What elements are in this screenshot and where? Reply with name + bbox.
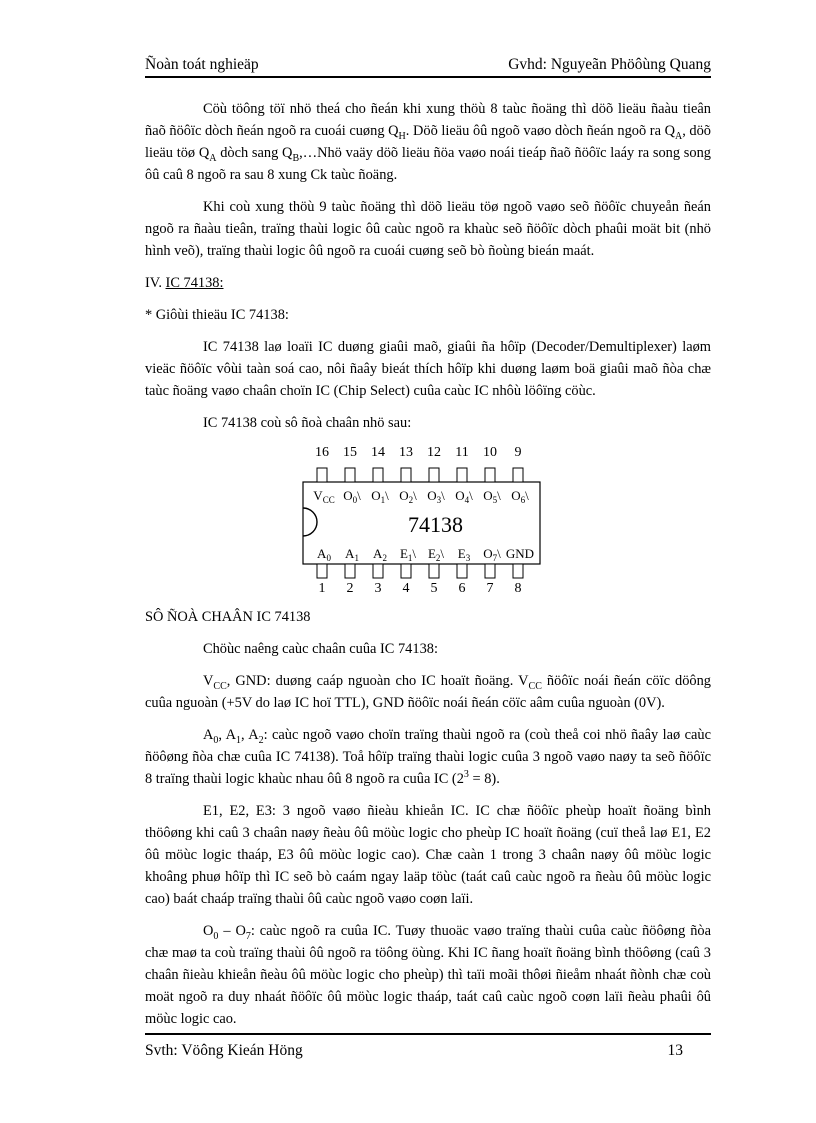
top-pin-number: 16 (315, 445, 329, 460)
top-pin-name: $O_3\backslash$ (427, 488, 445, 505)
bottom-pin-leg (429, 564, 439, 578)
bottom-pin-leg (401, 564, 411, 578)
header-left-title: Ñoàn toát nghieäp (145, 56, 259, 73)
bottom-pin-leg (373, 564, 383, 578)
pinout-diagram (145, 444, 711, 602)
bottom-pin-leg (345, 564, 355, 578)
top-pin-number: 9 (514, 445, 522, 460)
top-pin-leg (513, 468, 523, 482)
top-pin-leg (457, 468, 467, 482)
top-pin-name: $O_6\backslash$ (511, 488, 529, 505)
paragraph-pin-functions-lead: Chöùc naêng caùc chaân cuûa IC 74138: (203, 641, 438, 657)
top-pin-name: $O_5\backslash$ (483, 488, 501, 505)
paragraph-pinout-lead: IC 74138 coù sô ñoà chaân nhö sau: (203, 415, 412, 431)
top-pin-leg (429, 468, 439, 482)
bottom-pin-leg (457, 564, 467, 578)
section-heading: IV. IC 74138: (145, 275, 224, 291)
bottom-pin-number: 1 (318, 581, 326, 596)
header-right-advisor: Gvhd: Nguyeãn Phöôùng Quang (508, 56, 711, 73)
bottom-pin-name: GND (505, 546, 535, 561)
bottom-pin-number: 7 (486, 581, 494, 596)
bottom-pin-number: 5 (430, 581, 438, 596)
chip-part-label: 74138 (408, 512, 463, 537)
top-pin-name: $O_1\backslash$ (371, 488, 389, 505)
footer-rule (145, 1033, 711, 1035)
bottom-pin-number: 2 (346, 581, 354, 596)
paragraph-select-pins: $A_0$, $A_1$, $A_2$: caùc ngoõ vaøo choïn traïng thaùi ngoõ ra (coù theå coi nhö ñaây laø caùc ñöôøng ñòa chæ cuûa IC 74138). Toå hôïp traïng thaùi logic cuûa 3 ngoõ vaøo naøy ta seõ ñöôïc 8 traïng thaùi logic khaùc nhau ôû 8 ngoõ ra cuûa IC $(2^3 = 8)$. (145, 727, 711, 787)
bottom-pin-number: 4 (402, 581, 410, 596)
page-body (145, 98, 711, 1040)
bottom-pin-name: $A_0$ (317, 546, 331, 563)
bottom-pin-name: $A_1$ (345, 546, 359, 563)
top-pin-name: $O_4\backslash$ (455, 488, 473, 505)
paragraph-enable-pins: E1, E2, E3: 3 ngoõ vaøo ñieàu khieån IC. IC chæ ñöôïc pheùp hoaït ñoäng bình thöôøng khi caû 3 chaân naøy ñeàu ôû möùc logic cho pheùp IC hoaït ñoäng (cuï theå laø E1, E2 ôû möùc logic thaáp, E3 ôû möùc logic cao). Chæ caàn 1 trong 3 chaân naøy ôû möùc logic khoâng phuø hôïp thì IC seõ bò caám ngay laäp töùc (taát caû caùc ngoõ ra ñeàu ôû möùc logic cao) baát chaáp traïng thaùi ôû caùc ngoõ vaøo coøn laïi. (145, 803, 711, 907)
bottom-pin-name: $A_2$ (373, 546, 387, 563)
top-pin-name: $O_0\backslash$ (343, 488, 361, 505)
bottom-pin-number: 3 (374, 581, 382, 596)
top-pin-name: $O_2\backslash$ (399, 488, 417, 505)
bottom-pin-name: $E_2\backslash$ (427, 546, 445, 563)
top-pin-number: 15 (343, 445, 357, 460)
chip-notch (303, 508, 317, 536)
paragraph-power-pins: $V_{CC}$, GND: duøng caáp nguoàn cho IC hoaït ñoäng. $V_{CC}$ ñöôïc noái ñeán cöïc döông cuûa nguoàn (+5V do laø IC hoï TTL), GND ñöôïc noái ñeán cöïc aâm cuûa nguoàn (0V). (145, 673, 711, 711)
top-pin-number: 10 (483, 445, 497, 460)
diagram-caption: SÔ ÑOÀ CHAÂN IC 74138 (145, 609, 311, 625)
bottom-pin-name: $E_3$ (457, 546, 471, 563)
top-pin-name: $V_{CC}$ (313, 488, 335, 505)
top-pin-number: 12 (427, 445, 441, 460)
bottom-pin-number: 8 (514, 581, 522, 596)
bottom-pin-name: $O_7\backslash$ (483, 546, 501, 563)
intro-heading: * Giôùi thieäu IC 74138: (145, 307, 289, 323)
top-pin-leg (373, 468, 383, 482)
top-pin-number: 11 (455, 445, 469, 460)
bottom-pin-leg (317, 564, 327, 578)
page-number: 13 (667, 1042, 683, 1059)
footer-student: Svth: Vöông Kieán Höng (145, 1042, 303, 1059)
page-footer (145, 1042, 711, 1060)
top-pin-leg (485, 468, 495, 482)
top-pin-leg (317, 468, 327, 482)
top-pin-number: 14 (371, 445, 385, 460)
page-header (145, 48, 711, 74)
top-pin-leg (345, 468, 355, 482)
paragraph-ic-intro: IC 74138 laø loaïi IC duøng giaûi maõ, giaûi ña hôïp (Decoder/Demultiplexer) laøm vieäc ñöôïc vôùi taàn soá cao, nôi ñaây bieát thích hôïp khi duøng laøm boä giaûi maõ ñòa chæ taùc ñoäng vaøo chaân choïn IC (Chip Select) cuûa caùc IC nhôù löôïng cöùc. (145, 339, 711, 399)
top-pin-leg (401, 468, 411, 482)
bottom-pin-number: 6 (458, 581, 466, 596)
paragraph-shift-register-2: Khi coù xung thöù 9 taùc ñoäng thì döõ lieäu töø ngoõ vaøo seõ ñöôïc chuyeån ñeán ngoõ ra ñaàu tieân, traïng thaùi logic ôû caùc ngoõ ra khaùc seõ ñöôïc dòch phaûi moät bit (nhö hình veõ), traïng thaùi logic ôû ngoõ ra cuoái cuøng seõ bò ñoùng bieán maát. (145, 199, 711, 259)
chip-svg (145, 444, 711, 602)
header-rule (145, 76, 711, 78)
bottom-pin-leg (485, 564, 495, 578)
paragraph-shift-register-1: Cöù töông töï nhö theá cho ñeán khi xung thöù 8 taùc ñoäng thì döõ lieäu ñaàu tieân ñaõ ñöôïc dòch ñeán ngoõ ra cuoái cuøng $Q_H$. Döõ lieäu ôû ngoõ vaøo dòch ñeán ngoõ ra $Q_A$, döõ lieäu töø $Q_A$ dòch sang $Q_B,\dots Nhö$ vaäy döõ lieäu ñöa vaøo noái tieáp ñaõ ñöôïc laáy ra song song ôû caû 8 ngoõ ra sau 8 xung Ck taùc ñoäng. (145, 101, 712, 183)
bottom-pin-name: $E_1\backslash$ (399, 546, 417, 563)
bottom-pin-leg (513, 564, 523, 578)
top-pin-number: 13 (399, 445, 413, 460)
paragraph-output-pins: $O_0 - O_7$: caùc ngoõ ra cuûa IC. Tuøy thuoäc vaøo traïng thaùi cuûa caùc ñöôøng ñòa chæ maø ta coù traïng thaùi ôû ngoõ ra töông öùng. Khi IC ñang hoaït ñoäng bình thöôøng (caû 3 chaân ñieàu khieån ñeàu ôû möùc logic cho pheùp) thì taïi moãi thôøi ñieåm nhaát ñònh chæ coù moät ngoõ ra duy nhaát ñöôïc ôû möùc logic thaáp, taát caû caùc ngoõ coøn laïi ñeàu phaûi ôû möùc logic cao. (145, 923, 711, 1027)
